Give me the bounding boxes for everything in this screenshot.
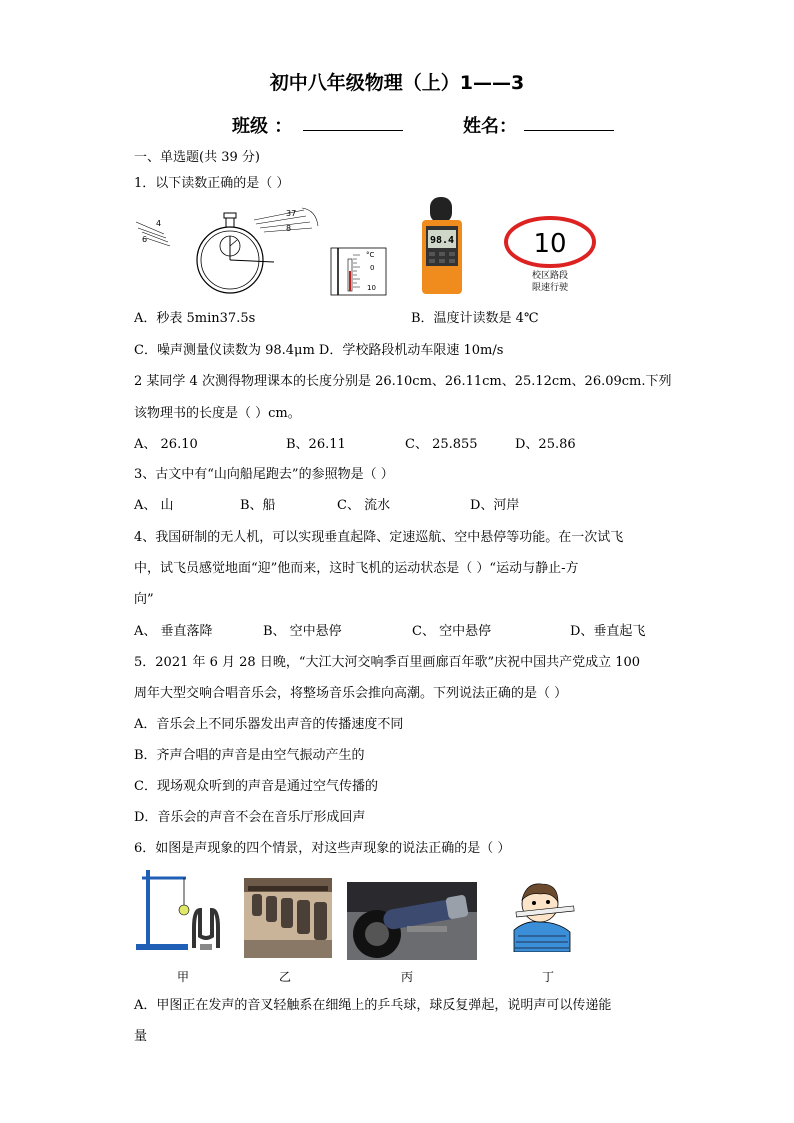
dial-label-8: 8 <box>286 224 292 233</box>
thermo-zero: 0 <box>370 264 375 272</box>
noise-meter-figure <box>418 196 466 296</box>
q4-line3: 向” <box>134 592 154 607</box>
q1-option-a[interactable]: A．秒表 5min37.5s <box>134 311 256 326</box>
q2-option-d[interactable]: D、25.86 <box>515 437 576 452</box>
q3-option-d[interactable]: D、河岸 <box>470 498 520 513</box>
q1-stem: 1．以下读数正确的是（ ） <box>134 176 290 191</box>
dial-label-6: 6 <box>142 235 148 244</box>
q4-option-c[interactable]: C、 空中悬停 <box>412 624 492 639</box>
q5-line2: 周年大型交响合唱音乐会，将整场音乐会推向高潮。下列说法正确的是（ ） <box>134 686 568 701</box>
q2-line1: 2 某同学 4 次测得物理课本的长度分别是 26.10cm、26.11cm、25.12cm、26.09cm.下列 <box>134 374 672 389</box>
q2-option-c[interactable]: C、 25.855 <box>405 437 478 452</box>
q3-stem: 3、古文中有“山向船尾跑去”的参照物是（ ） <box>134 467 394 482</box>
q2-option-a[interactable]: A、 26.10 <box>134 437 198 452</box>
q4-option-d[interactable]: D、垂直起飞 <box>570 624 646 639</box>
q6-option-a-line1[interactable]: A．甲图正在发声的音叉轻触系在细绳上的乒乓球，球反复弹起，说明声可以传递能 <box>134 998 612 1013</box>
caption-bing: 丙 <box>401 970 414 984</box>
q5-option-a[interactable]: A．音乐会上不同乐器发出声音的传播速度不同 <box>134 717 404 732</box>
q5-line1: 5．2021 年 6 月 28 日晚，“大江大河交响季百里画廊百年歌”庆祝中国共产党成立 100 <box>134 655 641 670</box>
stopwatch-figure <box>134 200 324 295</box>
q2-line2: 该物理书的长度是（ ）cm。 <box>134 406 301 421</box>
boy-figure <box>496 876 582 952</box>
dial-label-4: 4 <box>156 219 162 228</box>
sign-text-2: 限速行驶 <box>531 283 569 293</box>
caption-jia: 甲 <box>177 970 190 984</box>
dial-label-37: 37 <box>286 209 297 218</box>
q4-line2: 中，试飞员感觉地面“迎”他而来，这时飞机的运动状态是（ ）“运动与静止-方 <box>134 561 579 576</box>
q5-option-b[interactable]: B．齐声合唱的声音是由空气振动产生的 <box>134 748 365 763</box>
name-label: 姓名： <box>463 116 517 137</box>
class-label: 班级 ： <box>232 116 293 137</box>
class-blank[interactable] <box>303 112 403 131</box>
thermo-unit: °C <box>366 251 375 259</box>
q3-option-a[interactable]: A、 山 <box>134 498 174 513</box>
q4-option-b[interactable]: B、 空中悬停 <box>263 624 342 639</box>
q1-option-b[interactable]: B．温度计读数是 4℃ <box>411 311 539 326</box>
tuning-fork-figure <box>134 866 230 952</box>
thermo-ten: 10 <box>367 284 376 292</box>
section-heading: 一、单选题(共 39 分) <box>134 150 260 165</box>
meter-reading: 98.4 <box>429 235 455 246</box>
chime-bells-figure <box>244 878 332 958</box>
name-blank[interactable] <box>524 112 614 131</box>
motorcycle-figure <box>347 882 477 960</box>
sign-text-1: 校区路段 <box>531 271 569 281</box>
q3-option-c[interactable]: C、 流水 <box>337 498 391 513</box>
caption-yi: 乙 <box>279 970 292 984</box>
q4-option-a[interactable]: A、 垂直落降 <box>134 624 213 639</box>
q1-option-cd[interactable]: C．噪声测量仪读数为 98.4μm D．学校路段机动车限速 10m/s <box>134 343 504 358</box>
caption-ding: 丁 <box>542 970 555 984</box>
sign-number: 10 <box>533 229 567 259</box>
page-title: 初中八年级物理（上）1——3 <box>269 72 525 94</box>
q3-option-b[interactable]: B、船 <box>240 498 276 513</box>
thermometer-figure <box>330 247 390 297</box>
q5-option-c[interactable]: C．现场观众听到的声音是通过空气传播的 <box>134 779 378 794</box>
q4-line1: 4、我国研制的无人机，可以实现垂直起降、定速巡航、空中悬停等功能。在一次试飞 <box>134 530 624 545</box>
speed-sign-figure <box>500 216 600 296</box>
q6-option-a-line2[interactable]: 量 <box>134 1029 148 1044</box>
q5-option-d[interactable]: D．音乐会的声音不会在音乐厅形成回声 <box>134 810 366 825</box>
q2-option-b[interactable]: B、26.11 <box>286 437 346 452</box>
q6-stem: 6．如图是声现象的四个情景，对这些声现象的说法正确的是（ ） <box>134 841 511 856</box>
